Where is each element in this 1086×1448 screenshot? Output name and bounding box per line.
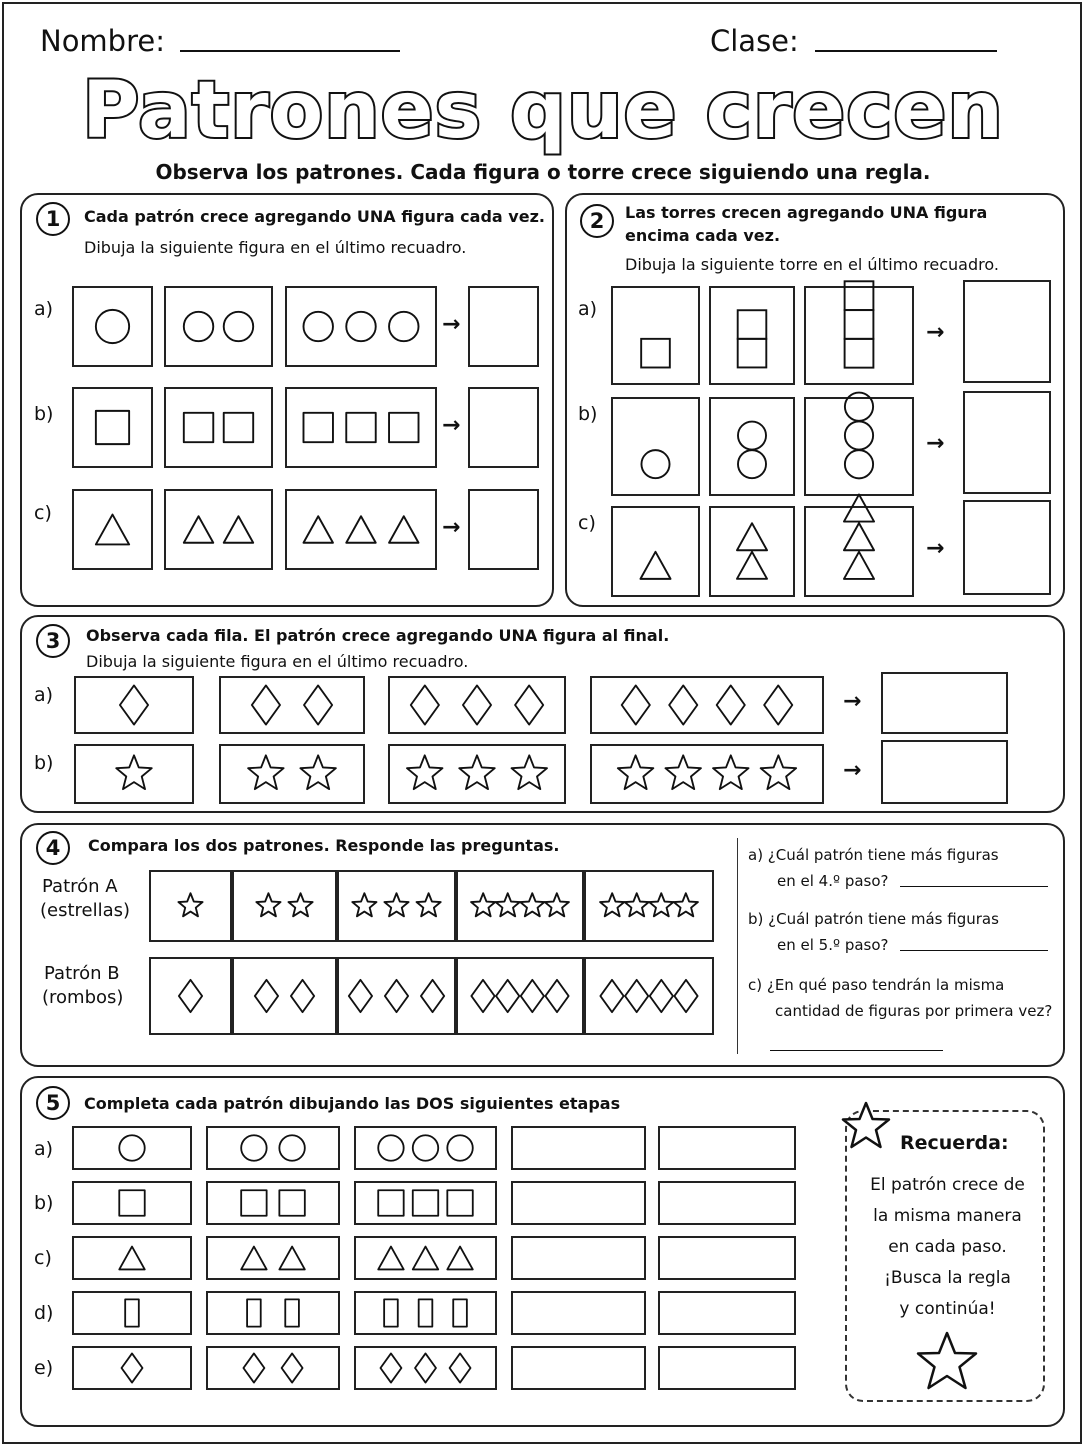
polygon-shape bbox=[515, 685, 543, 724]
shape-drawing bbox=[221, 678, 363, 732]
polygon-shape bbox=[407, 755, 442, 789]
s5-row0-step3 bbox=[354, 1126, 497, 1170]
square-shape bbox=[279, 1190, 304, 1215]
shape-drawing bbox=[287, 288, 435, 365]
s5-row3-step2 bbox=[206, 1291, 340, 1335]
circle-shape bbox=[119, 1135, 144, 1160]
section-3-instruction: Observa cada fila. El patrón crece agregando UNA figura al final. bbox=[86, 626, 670, 645]
s5-row2-step1 bbox=[72, 1236, 192, 1280]
question-b: b) ¿Cuál patrón tiene más figuras bbox=[748, 910, 999, 928]
s5-label-d: d) bbox=[34, 1302, 54, 1324]
remember-line-2: la misma manera bbox=[873, 1206, 1022, 1226]
square-shape bbox=[845, 310, 874, 339]
polygon-shape bbox=[764, 685, 792, 724]
shape-drawing bbox=[287, 389, 435, 466]
polygon-shape bbox=[520, 893, 544, 916]
s5-row4-step2 bbox=[206, 1346, 340, 1390]
s5-row4-answer-box-1[interactable] bbox=[511, 1346, 646, 1390]
circle-shape bbox=[303, 312, 332, 341]
square-shape bbox=[303, 413, 332, 442]
shape-drawing bbox=[711, 508, 793, 595]
circle-shape bbox=[96, 310, 129, 343]
circle-shape bbox=[845, 450, 873, 478]
polygon-shape bbox=[625, 893, 649, 916]
shape-drawing bbox=[234, 872, 335, 940]
s1-row1-answer-box[interactable] bbox=[468, 387, 539, 468]
shape-drawing bbox=[356, 1128, 495, 1168]
polygon-shape bbox=[288, 893, 312, 916]
circle-shape bbox=[738, 450, 766, 478]
shape-drawing bbox=[806, 508, 912, 595]
section-5-number: 5 bbox=[36, 1086, 70, 1120]
s5-row2-answer-box-2[interactable] bbox=[658, 1236, 796, 1280]
polygon-shape bbox=[459, 755, 494, 789]
circle-shape bbox=[413, 1135, 438, 1160]
polygon-shape bbox=[512, 755, 547, 789]
square-shape bbox=[413, 1190, 438, 1215]
polygon-shape bbox=[650, 980, 673, 1012]
pattern-a-step1 bbox=[149, 870, 232, 942]
s1-row1-step3 bbox=[285, 387, 437, 468]
shape-drawing bbox=[166, 389, 271, 466]
question-c-2: cantidad de figuras por primera vez? bbox=[775, 1002, 1053, 1020]
square-shape bbox=[738, 339, 767, 368]
s3-row0-step4 bbox=[590, 676, 824, 734]
section-2-instruction-2: Dibuja la siguiente torre en el último recuadro. bbox=[625, 255, 999, 274]
arrow-icon: → bbox=[843, 689, 862, 714]
shape-drawing bbox=[711, 399, 793, 494]
arrow-icon: → bbox=[442, 312, 461, 337]
shape-drawing bbox=[586, 872, 712, 940]
polygon-shape bbox=[844, 552, 874, 579]
polygon-shape bbox=[349, 980, 372, 1012]
shape-drawing bbox=[74, 1128, 190, 1168]
polygon-shape bbox=[300, 755, 335, 789]
polygon-shape bbox=[256, 893, 280, 916]
polygon-shape bbox=[450, 1353, 471, 1382]
polygon-shape bbox=[421, 980, 444, 1012]
remember-title: Recuerda: bbox=[900, 1132, 1009, 1154]
page-title: Patrones que crecen bbox=[82, 66, 1004, 156]
s2-label-a: a) bbox=[578, 298, 598, 320]
circle-shape bbox=[641, 450, 669, 478]
s3-label-b: b) bbox=[34, 752, 54, 774]
s2-row1-answer-box[interactable] bbox=[963, 391, 1051, 494]
polygon-shape bbox=[385, 980, 408, 1012]
shape-drawing bbox=[356, 1293, 495, 1333]
polygon-shape bbox=[389, 516, 418, 543]
pattern-a-step2 bbox=[232, 870, 337, 942]
name-line[interactable] bbox=[180, 50, 400, 52]
shape-drawing bbox=[74, 491, 151, 568]
s1-row2-answer-box[interactable] bbox=[468, 489, 539, 570]
s5-row0-answer-box-1[interactable] bbox=[511, 1126, 646, 1170]
polygon-shape bbox=[304, 685, 332, 724]
shape-drawing bbox=[76, 746, 192, 802]
polygon-shape bbox=[417, 893, 441, 916]
arrow-icon: → bbox=[926, 319, 945, 345]
polygon-shape bbox=[122, 1353, 143, 1382]
s1-label-a: a) bbox=[34, 298, 54, 320]
polygon-shape bbox=[674, 980, 697, 1012]
arrow-icon: → bbox=[843, 758, 862, 783]
circle-shape bbox=[447, 1135, 472, 1160]
pattern-b-sublabel: (rombos) bbox=[42, 987, 124, 1008]
s5-row3-answer-box-2[interactable] bbox=[658, 1291, 796, 1335]
square-shape bbox=[119, 1190, 144, 1215]
polygon-shape bbox=[184, 516, 213, 543]
s5-label-b: b) bbox=[34, 1192, 54, 1214]
shape-drawing bbox=[221, 746, 363, 802]
shape-drawing bbox=[208, 1348, 338, 1388]
s5-row1-answer-box-2[interactable] bbox=[658, 1181, 796, 1225]
pattern-b-step4 bbox=[456, 957, 584, 1035]
polygon-shape bbox=[496, 893, 520, 916]
square-shape bbox=[845, 339, 874, 368]
s3-row1-step3 bbox=[388, 744, 566, 804]
shape-drawing bbox=[339, 872, 454, 940]
polygon-shape bbox=[761, 755, 796, 789]
answer-c-line[interactable] bbox=[770, 1050, 943, 1051]
square-shape bbox=[384, 1299, 398, 1326]
shape-drawing bbox=[592, 746, 822, 802]
shape-drawing bbox=[74, 389, 151, 466]
s5-row1-step1 bbox=[72, 1181, 192, 1225]
s2-row2-tower2 bbox=[709, 506, 795, 597]
s1-row0-step3 bbox=[285, 286, 437, 367]
polygon-shape bbox=[352, 893, 376, 916]
pattern-a-sublabel: (estrellas) bbox=[40, 900, 131, 921]
s1-label-b: b) bbox=[34, 403, 54, 425]
arrow-icon: → bbox=[926, 535, 945, 561]
polygon-shape bbox=[618, 755, 653, 789]
shape-drawing bbox=[166, 491, 271, 568]
s2-row1-tower2 bbox=[709, 397, 795, 496]
s2-row1-tower1 bbox=[611, 397, 700, 496]
square-shape bbox=[845, 281, 874, 310]
s5-label-a: a) bbox=[34, 1138, 54, 1160]
shape-drawing bbox=[74, 1348, 190, 1388]
s3-row1-step2 bbox=[219, 744, 365, 804]
s3-row0-answer-box[interactable] bbox=[881, 672, 1008, 734]
shape-drawing bbox=[208, 1238, 338, 1278]
section-3-number: 3 bbox=[36, 624, 70, 658]
polygon-shape bbox=[625, 980, 648, 1012]
square-shape bbox=[224, 413, 253, 442]
pattern-b-step1 bbox=[149, 957, 232, 1035]
polygon-shape bbox=[844, 523, 874, 550]
s2-row2-tower1 bbox=[611, 506, 700, 597]
polygon-shape bbox=[243, 1353, 264, 1382]
square-shape bbox=[453, 1299, 467, 1326]
section-1-instruction: Cada patrón crece agregando UNA figura cada vez. bbox=[84, 207, 545, 226]
square-shape bbox=[346, 413, 375, 442]
page-subtitle: Observa los patrones. Cada figura o torre crece siguiendo una regla. bbox=[155, 160, 931, 184]
s1-row1-step2 bbox=[164, 387, 273, 468]
shape-drawing bbox=[166, 288, 271, 365]
polygon-shape bbox=[411, 685, 439, 724]
polygon-shape bbox=[713, 755, 748, 789]
polygon-shape bbox=[640, 552, 670, 579]
polygon-shape bbox=[463, 685, 491, 724]
pattern-a-step4 bbox=[456, 870, 584, 942]
remember-line-5: y continúa! bbox=[899, 1299, 996, 1319]
polygon-shape bbox=[116, 755, 151, 789]
shape-drawing bbox=[208, 1293, 338, 1333]
s2-row2-tower3 bbox=[804, 506, 914, 597]
shape-drawing bbox=[74, 1293, 190, 1333]
square-shape bbox=[447, 1190, 472, 1215]
s1-row0-step2 bbox=[164, 286, 273, 367]
section-4-instruction: Compara los dos patrones. Responde las preguntas. bbox=[88, 836, 560, 855]
polygon-shape bbox=[471, 980, 494, 1012]
shape-drawing bbox=[208, 1183, 338, 1223]
arrow-icon: → bbox=[442, 515, 461, 540]
shape-drawing bbox=[234, 959, 335, 1033]
s1-row2-step1 bbox=[72, 489, 153, 570]
name-label: Nombre: bbox=[40, 24, 165, 58]
s5-row4-answer-box-2[interactable] bbox=[658, 1346, 796, 1390]
polygon-shape bbox=[384, 893, 408, 916]
polygon-shape bbox=[545, 980, 568, 1012]
polygon-shape bbox=[471, 893, 495, 916]
s5-row3-step1 bbox=[72, 1291, 192, 1335]
shape-drawing bbox=[613, 288, 698, 383]
polygon-shape bbox=[279, 1247, 304, 1270]
arrow-icon: → bbox=[442, 413, 461, 438]
s3-row0-step1 bbox=[74, 676, 194, 734]
section-2-instruction: Las torres crecen agregando UNA figura encima cada vez. bbox=[625, 203, 988, 245]
square-shape bbox=[184, 413, 213, 442]
s3-row0-step2 bbox=[219, 676, 365, 734]
polygon-shape bbox=[600, 893, 624, 916]
shape-drawing bbox=[339, 959, 454, 1033]
shape-drawing bbox=[390, 678, 564, 732]
s3-row0-step3 bbox=[388, 676, 566, 734]
polygon-shape bbox=[96, 515, 129, 545]
shape-drawing bbox=[586, 959, 712, 1033]
shape-drawing bbox=[711, 288, 793, 383]
s1-row0-answer-box[interactable] bbox=[468, 286, 539, 367]
square-shape bbox=[389, 413, 418, 442]
s5-row2-answer-box-1[interactable] bbox=[511, 1236, 646, 1280]
s2-label-b: b) bbox=[578, 403, 598, 425]
remember-line-1: El patrón crece de bbox=[870, 1175, 1025, 1195]
answer-a-line[interactable] bbox=[900, 886, 1048, 887]
section-2-number: 2 bbox=[580, 204, 614, 238]
s3-row1-step4 bbox=[590, 744, 824, 804]
s5-row4-step3 bbox=[354, 1346, 497, 1390]
polygon-shape bbox=[665, 755, 700, 789]
polygon-shape bbox=[303, 516, 332, 543]
circle-shape bbox=[346, 312, 375, 341]
question-a: a) ¿Cuál patrón tiene más figuras bbox=[748, 846, 999, 864]
s2-row0-tower1 bbox=[611, 286, 700, 385]
square-shape bbox=[738, 310, 767, 339]
shape-drawing bbox=[76, 678, 192, 732]
section-4-number: 4 bbox=[36, 831, 70, 865]
polygon-shape bbox=[521, 980, 544, 1012]
pattern-a-step5 bbox=[584, 870, 714, 942]
s5-label-c: c) bbox=[34, 1247, 52, 1269]
square-shape bbox=[285, 1299, 299, 1326]
square-shape bbox=[241, 1190, 266, 1215]
circle-shape bbox=[738, 422, 766, 450]
s1-row2-step3 bbox=[285, 489, 437, 570]
question-c: c) ¿En qué paso tendrán la misma bbox=[748, 976, 1005, 994]
question-a-2: en el 4.º paso? bbox=[777, 872, 889, 890]
s2-row1-tower3 bbox=[804, 397, 914, 496]
circle-shape bbox=[845, 421, 873, 449]
shape-drawing bbox=[151, 872, 230, 940]
pattern-b-step2 bbox=[232, 957, 337, 1035]
circle-shape bbox=[224, 312, 253, 341]
polygon-shape bbox=[717, 685, 745, 724]
shape-drawing bbox=[613, 508, 698, 595]
shape-drawing bbox=[356, 1238, 495, 1278]
polygon-shape bbox=[282, 1353, 303, 1382]
polygon-shape bbox=[737, 523, 767, 550]
s5-row1-answer-box-1[interactable] bbox=[511, 1181, 646, 1225]
section-1-number: 1 bbox=[36, 202, 70, 236]
shape-drawing bbox=[390, 746, 564, 802]
square-shape bbox=[641, 339, 670, 368]
polygon-shape bbox=[415, 1353, 436, 1382]
remember-line-3: en cada paso. bbox=[888, 1237, 1007, 1257]
s5-label-e: e) bbox=[34, 1357, 54, 1379]
s3-row1-answer-box[interactable] bbox=[881, 740, 1008, 804]
remember-line-4: ¡Busca la regla bbox=[884, 1268, 1011, 1288]
shape-drawing bbox=[287, 491, 435, 568]
shape-drawing bbox=[74, 1183, 190, 1223]
polygon-shape bbox=[737, 552, 767, 579]
polygon-shape bbox=[545, 893, 569, 916]
square-shape bbox=[96, 411, 129, 444]
polygon-shape bbox=[622, 685, 650, 724]
pattern-b-step3 bbox=[337, 957, 456, 1035]
polygon-shape bbox=[600, 980, 623, 1012]
polygon-shape bbox=[669, 685, 697, 724]
polygon-shape bbox=[178, 893, 202, 916]
polygon-shape bbox=[179, 980, 202, 1012]
section-4-divider bbox=[737, 838, 738, 1054]
s2-row2-answer-box[interactable] bbox=[963, 500, 1051, 595]
s5-row2-step3 bbox=[354, 1236, 497, 1280]
polygon-shape bbox=[649, 893, 673, 916]
s5-row0-step1 bbox=[72, 1126, 192, 1170]
shape-drawing bbox=[458, 872, 582, 940]
polygon-shape bbox=[120, 685, 148, 724]
s5-row0-step2 bbox=[206, 1126, 340, 1170]
shape-drawing bbox=[458, 959, 582, 1033]
shape-drawing bbox=[208, 1128, 338, 1168]
polygon-shape bbox=[378, 1247, 403, 1270]
s3-label-a: a) bbox=[34, 684, 54, 706]
pattern-b-step5 bbox=[584, 957, 714, 1035]
s2-row0-tower2 bbox=[709, 286, 795, 385]
circle-shape bbox=[389, 312, 418, 341]
polygon-shape bbox=[674, 893, 698, 916]
polygon-shape bbox=[413, 1247, 438, 1270]
circle-shape bbox=[378, 1135, 403, 1160]
class-label: Clase: bbox=[710, 24, 799, 58]
shape-drawing bbox=[151, 959, 230, 1033]
polygon-shape bbox=[241, 1247, 266, 1270]
shape-drawing bbox=[806, 399, 912, 494]
polygon-shape bbox=[224, 516, 253, 543]
star-icon bbox=[912, 1330, 982, 1392]
square-shape bbox=[419, 1299, 433, 1326]
s2-row0-answer-box[interactable] bbox=[963, 280, 1051, 383]
answer-b-line[interactable] bbox=[900, 950, 1048, 951]
shape-drawing bbox=[74, 288, 151, 365]
s2-label-c: c) bbox=[578, 512, 596, 534]
class-line[interactable] bbox=[815, 50, 997, 52]
polygon-shape bbox=[291, 980, 314, 1012]
polygon-shape bbox=[346, 516, 375, 543]
polygon-shape bbox=[496, 980, 519, 1012]
shape-drawing bbox=[74, 1238, 190, 1278]
s3-row1-step1 bbox=[74, 744, 194, 804]
polygon-shape bbox=[248, 755, 283, 789]
circle-shape bbox=[241, 1135, 266, 1160]
shape-drawing bbox=[592, 678, 822, 732]
square-shape bbox=[247, 1299, 261, 1326]
arrow-icon: → bbox=[926, 430, 945, 456]
s1-row2-step2 bbox=[164, 489, 273, 570]
shape-drawing bbox=[806, 288, 912, 383]
square-shape bbox=[125, 1299, 139, 1326]
star-icon bbox=[838, 1100, 894, 1152]
s5-row1-step2 bbox=[206, 1181, 340, 1225]
shape-drawing bbox=[356, 1183, 495, 1223]
s1-row0-step1 bbox=[72, 286, 153, 367]
s1-row1-step1 bbox=[72, 387, 153, 468]
s5-row1-step3 bbox=[354, 1181, 497, 1225]
section-1-instruction-2: Dibuja la siguiente figura en el último recuadro. bbox=[84, 238, 467, 257]
s5-row4-step1 bbox=[72, 1346, 192, 1390]
polygon-shape bbox=[119, 1247, 144, 1270]
s5-row3-step3 bbox=[354, 1291, 497, 1335]
pattern-a-step3 bbox=[337, 870, 456, 942]
s5-row0-answer-box-2[interactable] bbox=[658, 1126, 796, 1170]
shape-drawing bbox=[356, 1348, 495, 1388]
polygon-shape bbox=[447, 1247, 472, 1270]
s2-row0-tower3 bbox=[804, 286, 914, 385]
circle-shape bbox=[279, 1135, 304, 1160]
s5-row3-answer-box-1[interactable] bbox=[511, 1291, 646, 1335]
section-3-instruction-2: Dibuja la siguiente figura en el último recuadro. bbox=[86, 652, 469, 671]
polygon-shape bbox=[380, 1353, 401, 1382]
circle-shape bbox=[184, 312, 213, 341]
circle-shape bbox=[845, 393, 873, 421]
polygon-shape bbox=[255, 980, 278, 1012]
s1-label-c: c) bbox=[34, 502, 52, 524]
polygon-shape bbox=[252, 685, 280, 724]
s5-row2-step2 bbox=[206, 1236, 340, 1280]
shape-drawing bbox=[613, 399, 698, 494]
pattern-a-label: Patrón A bbox=[42, 876, 118, 897]
square-shape bbox=[378, 1190, 403, 1215]
question-b-2: en el 5.º paso? bbox=[777, 936, 889, 954]
section-5-instruction: Completa cada patrón dibujando las DOS siguientes etapas bbox=[84, 1094, 621, 1113]
pattern-b-label: Patrón B bbox=[44, 963, 120, 984]
